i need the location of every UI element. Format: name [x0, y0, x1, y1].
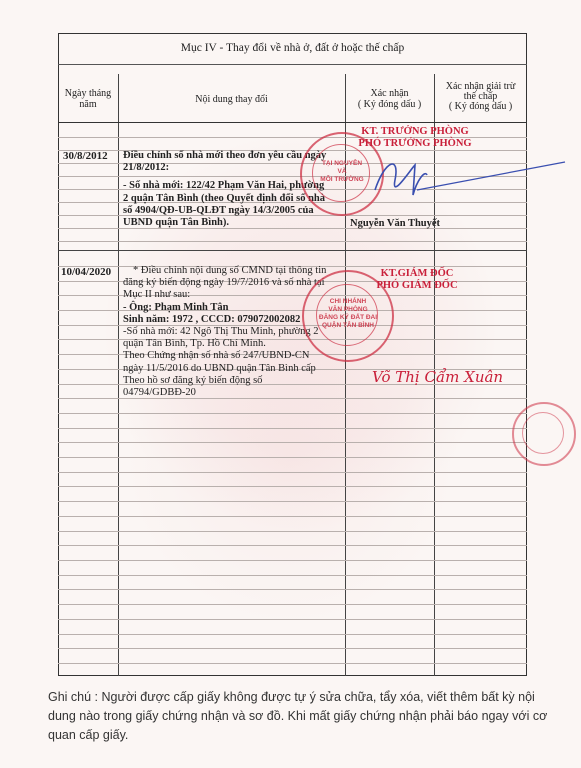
signer-title-line: KT. TRƯỞNG PHÒNG	[361, 126, 469, 137]
signer-title	[352, 268, 482, 292]
ruled-line	[58, 486, 527, 487]
header-date-line: Ngày tháng	[64, 88, 112, 99]
entry-line: Theo hồ sơ đăng ký biến động số	[123, 374, 263, 386]
entry-divider	[58, 250, 527, 251]
ruled-line	[58, 516, 527, 517]
signature-mark	[355, 150, 570, 220]
header-release-line: ( Ký đóng dấu )	[448, 101, 513, 112]
entry-line: - Số nhà mới: 122/42 Phạm Văn Hai, phường	[123, 180, 325, 192]
entry-line: Mục II như sau:	[123, 289, 191, 301]
header-date-line: năm	[79, 99, 97, 110]
ruled-line	[58, 428, 527, 429]
section-title: Mục IV - Thay đổi về nhà ở, đất ở hoặc thế chấp	[180, 42, 405, 54]
entry-line: 2 quận Tân Bình (theo Quyết định đổi số nhà	[123, 192, 326, 204]
ruled-line	[58, 241, 527, 242]
ruled-line	[58, 501, 527, 502]
signer-title	[350, 126, 480, 150]
seal-line: ĐĂNG KÝ ĐẤT ĐAI	[318, 314, 378, 321]
entry-line: Điều chỉnh số nhà mới theo đơn yêu cầu ngày 21/8/2012:	[123, 150, 327, 174]
header-release-line: thế chấp	[463, 91, 498, 102]
ruled-line	[58, 589, 527, 590]
header-confirm-line: ( Ký đóng dấu )	[357, 99, 422, 110]
ruled-line	[58, 560, 527, 561]
signer-title-line: PHÓ GIÁM ĐỐC	[376, 280, 458, 292]
column-divider	[118, 74, 119, 676]
signer-title-line: PHÓ TRƯỞNG PHÒNG	[358, 138, 472, 150]
ruled-line	[58, 619, 527, 620]
entry-date: 30/8/2012	[63, 150, 108, 162]
side-seal	[512, 402, 576, 466]
entry-line: đăng ký biến động ngày 19/7/2016 và số nhà tại	[123, 277, 325, 289]
ruled-line	[58, 634, 527, 635]
entry-line: * Điều chỉnh nội dung số CMND tại thông tin	[133, 265, 327, 276]
signer-title-line: KT.GIÁM ĐỐC	[380, 268, 454, 279]
entry-line: -Số nhà mới: 42 Ngô Thị Thu Minh, phường 2	[123, 326, 319, 338]
signer-name: Võ Thị Cẩm Xuân	[372, 368, 504, 386]
header-release	[434, 82, 527, 112]
header-divider	[58, 122, 527, 123]
ruled-line	[58, 457, 527, 458]
header-confirm-line: Xác nhận	[370, 88, 409, 99]
header-date	[58, 88, 118, 110]
entry-line: Theo Chứng nhận số nhà số 247/UBND-CN	[123, 350, 310, 362]
seal-line: VĂN PHÒNG	[328, 306, 368, 313]
entry-line: UBND quận Tân Bình).	[123, 217, 230, 229]
seal-line: VÀ	[337, 168, 347, 175]
seal-text	[314, 298, 382, 330]
entry-line: - Ông: Phạm Minh Tân	[123, 301, 229, 313]
ruled-line	[58, 442, 527, 443]
title-divider	[58, 64, 527, 65]
entry-line: quận Tân Bình, Tp. Hồ Chí Minh.	[123, 338, 266, 350]
ruled-line	[58, 413, 527, 414]
seal-line: TẠI NGUYÊN	[321, 160, 363, 167]
header-confirm	[345, 88, 434, 110]
entry-date: 10/04/2020	[61, 266, 112, 278]
entry-line: 04794/GDBĐ-20	[123, 387, 196, 399]
header-release-line: Xác nhận giải trừ	[445, 81, 516, 92]
ruled-line	[58, 604, 527, 605]
entry-line: ngày 11/5/2016 do UBND quận Tân Bình cấp	[123, 362, 316, 374]
ruled-line	[58, 531, 527, 532]
ruled-line	[58, 472, 527, 473]
seal-line: CHI NHÁNH	[329, 298, 367, 305]
header-content: Nội dung thay đổi	[195, 94, 268, 105]
ruled-line	[58, 663, 527, 664]
ruled-line	[58, 648, 527, 649]
footnote: Ghi chú : Người được cấp giấy không được tự ý sửa chữa, tẩy xóa, viết thêm bất kỳ nội dung nào trong giấy chứng nhận và sơ đồ. Khi mất giấy chứng nhận phải báo ngay với cơ quan cấp giấy.	[48, 690, 548, 742]
signer-name: Nguyễn Văn Thuyết	[350, 218, 441, 229]
ruled-line	[58, 575, 527, 576]
entry-line: Sinh năm: 1972 , CCCD: 079072002082	[123, 313, 301, 325]
entry-line: số 4904/QĐ-UB-QLĐT ngày 14/3/2005 của	[123, 204, 314, 216]
ruled-line	[58, 545, 527, 546]
seal-line: QUẬN TÂN BÌNH	[322, 322, 374, 329]
seal-line: MÔI TRƯỜNG	[320, 176, 364, 183]
